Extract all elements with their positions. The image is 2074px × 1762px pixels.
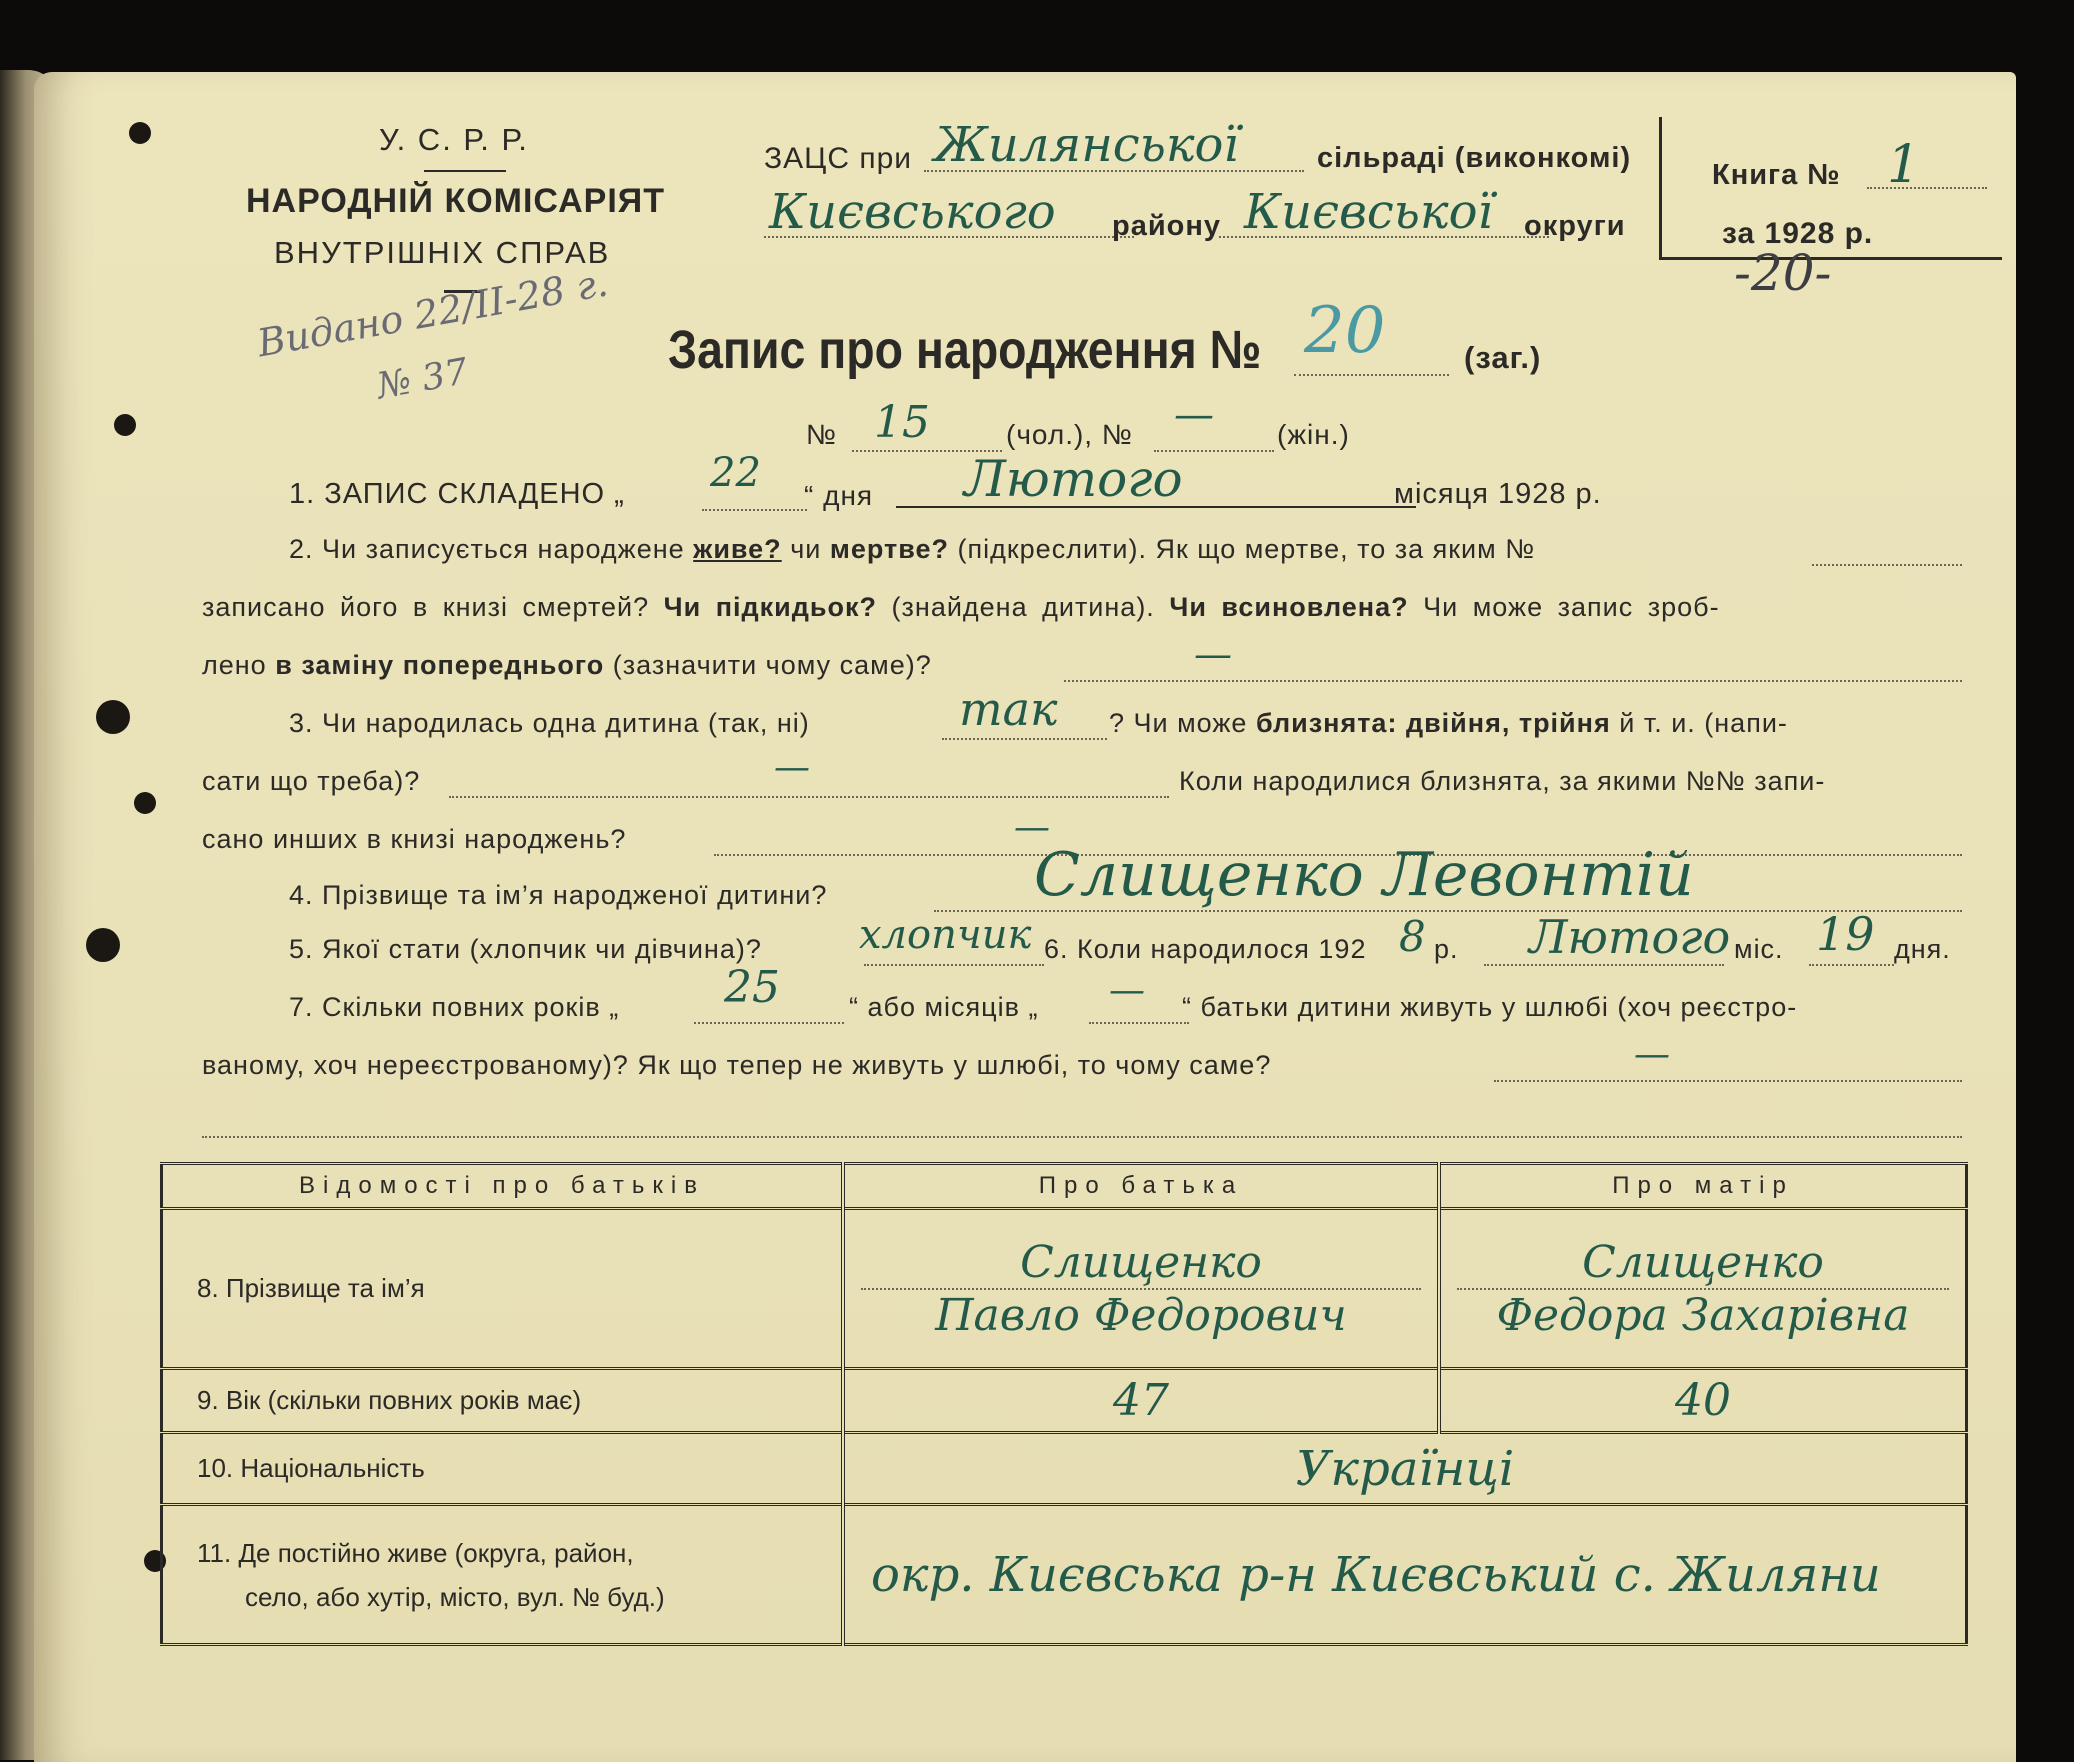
side-number: -20-	[1734, 244, 1832, 302]
mother-name-cell	[1439, 1209, 1967, 1369]
fill-line	[1809, 964, 1894, 966]
marriage-months: —	[1109, 970, 1145, 1011]
q6-year-suffix: р.	[1434, 934, 1459, 964]
birth-year-digit: 8	[1399, 912, 1426, 961]
residence: окр. Києвська р-н Києвський с. Жиляни	[871, 1546, 1881, 1603]
mother-age-cell	[1439, 1369, 1967, 1433]
marriage-years: 25	[724, 962, 780, 1013]
zags-prefix: ЗАЦС при	[764, 142, 913, 175]
q7-text-d: ваному, хоч нереєстрованому)? Як що тепер не живуть у шлюбі, то чому саме?	[202, 1050, 1272, 1080]
district-handwritten: Києвського	[769, 184, 1056, 240]
q3-answer: так	[959, 682, 1058, 736]
issued-note: Видано 22/ІІ-28 г.	[254, 260, 612, 366]
nationality-cell	[843, 1433, 1967, 1505]
row-label: 9. Вік (скільки повних років має)	[162, 1369, 844, 1433]
q2-text-g: (зазначити чому саме)?	[612, 650, 932, 680]
mother-surname: Слищенко	[1457, 1237, 1949, 1290]
male-number: 15	[874, 397, 930, 448]
binder-hole	[96, 700, 130, 734]
fill-line	[864, 964, 1044, 966]
record-title: Запис про народження №	[668, 320, 1262, 380]
fill-line	[1294, 374, 1449, 376]
fill-line	[1064, 680, 1962, 682]
q2-adopted: Чи всиновлена?	[1169, 592, 1409, 622]
q5-label: 5. Якої стати (хлопчик чи дівчина)?	[289, 934, 762, 964]
q3-text-c: й т. и. (напи-	[1619, 708, 1788, 738]
q3-numbers-answer: —	[1014, 807, 1050, 848]
mother-age: 40	[1675, 1375, 1731, 1426]
issued-note-number: № 37	[374, 351, 472, 408]
q6-label: 6. Коли народилося 192	[1044, 934, 1367, 964]
q3-text-a: 3. Чи народилась одна дитина (так, ні)	[289, 708, 810, 738]
q1-suffix: місяця 1928 р.	[1394, 478, 1602, 510]
q3-twins-answer: —	[774, 747, 810, 788]
divider	[424, 170, 506, 172]
table-row	[162, 1505, 1967, 1645]
q2-dead: мертве?	[829, 534, 949, 564]
female-number: —	[1174, 392, 1214, 438]
q3-text-b: ? Чи може	[1109, 708, 1248, 738]
q3-twins: близнята: двійня, трійня	[1255, 708, 1611, 738]
fill-line	[1089, 1022, 1189, 1024]
mother-given-name: Федора Захарівна	[1496, 1289, 1910, 1341]
q2-line1	[289, 534, 1535, 565]
fill-line	[702, 509, 807, 511]
table-header: Відомості про батьків	[162, 1164, 844, 1209]
table-header: Про матір	[1439, 1164, 1967, 1209]
parents-table	[160, 1162, 1968, 1646]
q2-text: 2. Чи записується народжене	[289, 534, 685, 564]
birth-month: Лютого	[1529, 910, 1731, 964]
q7-answer: —	[1634, 1034, 1670, 1075]
table-header-row	[162, 1164, 1967, 1209]
father-age-cell	[843, 1369, 1439, 1433]
table-header: Про батька	[843, 1164, 1439, 1209]
q4-label: 4. Прізвище та ім’я народженої дитини?	[289, 880, 828, 910]
book-label: Книга №	[1712, 159, 1841, 191]
q1-month: Лютого	[964, 450, 1183, 508]
ministry-subname: ВНУТРІШНІХ СПРАВ	[274, 235, 611, 270]
zags-suffix: сільраді (виконкомі)	[1317, 142, 1632, 174]
fill-line	[934, 910, 1962, 912]
record-number: 20	[1304, 294, 1386, 368]
q3-line1-rest	[1109, 708, 1788, 739]
male-label: (чол.), №	[1006, 419, 1133, 450]
q1-day-label: “ дня	[804, 480, 874, 511]
row-label: 10. Національність	[162, 1433, 844, 1505]
fill-line	[942, 738, 1107, 740]
book-year: за 1928 р.	[1722, 217, 1874, 250]
father-surname: Слищенко	[861, 1237, 1421, 1290]
father-age: 47	[1113, 1375, 1169, 1426]
father-name-cell	[843, 1209, 1439, 1369]
region-handwritten: Києвської	[1244, 184, 1493, 240]
binder-hole	[129, 122, 151, 144]
fill-line	[1867, 187, 1987, 189]
q2-alive: живе?	[693, 534, 782, 564]
q2-or: чи	[790, 534, 822, 564]
q2-text-e: Чи може запис зроб-	[1423, 592, 1720, 622]
q2-answer: —	[1194, 632, 1232, 676]
q2-text-d: (знайдена дитина).	[891, 592, 1155, 622]
q7-text-a: 7. Скільки повних років „	[289, 992, 620, 1022]
q2-text-f: лено	[202, 650, 267, 680]
fill-line	[694, 1022, 844, 1024]
q2-line3	[202, 650, 932, 681]
row-label-line: 11. Де постійно живе (округа, район,	[197, 1537, 634, 1568]
q1-day: 22	[710, 450, 761, 496]
region-label: округи	[1524, 210, 1626, 242]
father-given-name: Павло Федорович	[935, 1289, 1347, 1341]
q3-text-f: сано инших в книзі народжень?	[202, 824, 627, 854]
table-row	[162, 1433, 1967, 1505]
female-label: (жін.)	[1277, 419, 1350, 450]
q2-replacement: в заміну попереднього	[275, 650, 605, 680]
fill-line	[202, 1136, 1962, 1138]
q3-text-e: Коли народилися близнята, за якими №№ запи-	[1179, 766, 1826, 796]
row-label: 8. Прізвище та ім’я	[162, 1209, 844, 1369]
row-label-line: село, або хутір, місто, вул. № буд.)	[245, 1581, 665, 1612]
q2-text-c: записано його в книзі смертей?	[202, 592, 650, 622]
nationality: Українці	[1295, 1440, 1515, 1497]
q6-month-label: міс.	[1734, 934, 1784, 964]
fill-line	[1494, 1080, 1962, 1082]
binder-hole	[114, 414, 136, 436]
child-name: Слищенко Левонтій	[1034, 840, 1694, 910]
fill-line	[1484, 964, 1724, 966]
child-sex: хлопчик	[859, 912, 1032, 958]
zags-village: Жилянської	[934, 117, 1239, 173]
republic-header: У. С. Р. Р.	[379, 122, 529, 157]
residence-cell	[843, 1505, 1967, 1645]
birth-day: 19	[1816, 907, 1875, 961]
q2-line2	[202, 592, 1720, 623]
binder-hole	[134, 792, 156, 814]
q2-foundling: Чи підкидьок?	[663, 592, 878, 622]
q1-prefix: 1. ЗАПИС СКЛАДЕНО „	[289, 478, 625, 510]
fill-line	[1812, 564, 1962, 566]
table-row	[162, 1209, 1967, 1369]
row-label	[162, 1505, 844, 1645]
table-row	[162, 1369, 1967, 1433]
q7-text-b: “ або місяців „	[849, 992, 1039, 1022]
binder-hole	[86, 928, 120, 962]
ministry-name: НАРОДНІЙ КОМІСАРІЯТ	[246, 182, 665, 220]
q3-text-d: сати що треба)?	[202, 766, 421, 796]
q2-text-b: (підкреслити). Як що мертве, то за яким №	[957, 534, 1536, 564]
birth-record-form	[34, 72, 2016, 1762]
number-label: №	[806, 419, 838, 450]
book-box	[1659, 117, 2002, 260]
district-label: району	[1112, 210, 1222, 242]
q7-text-c: “ батьки дитини живуть у шлюбі (хоч реєстро-	[1182, 992, 1798, 1022]
book-number: 1	[1887, 135, 1921, 195]
record-number-suffix: (заг.)	[1464, 340, 1542, 375]
fill-line	[449, 796, 1169, 798]
q6-day-label: дня.	[1894, 934, 1951, 964]
